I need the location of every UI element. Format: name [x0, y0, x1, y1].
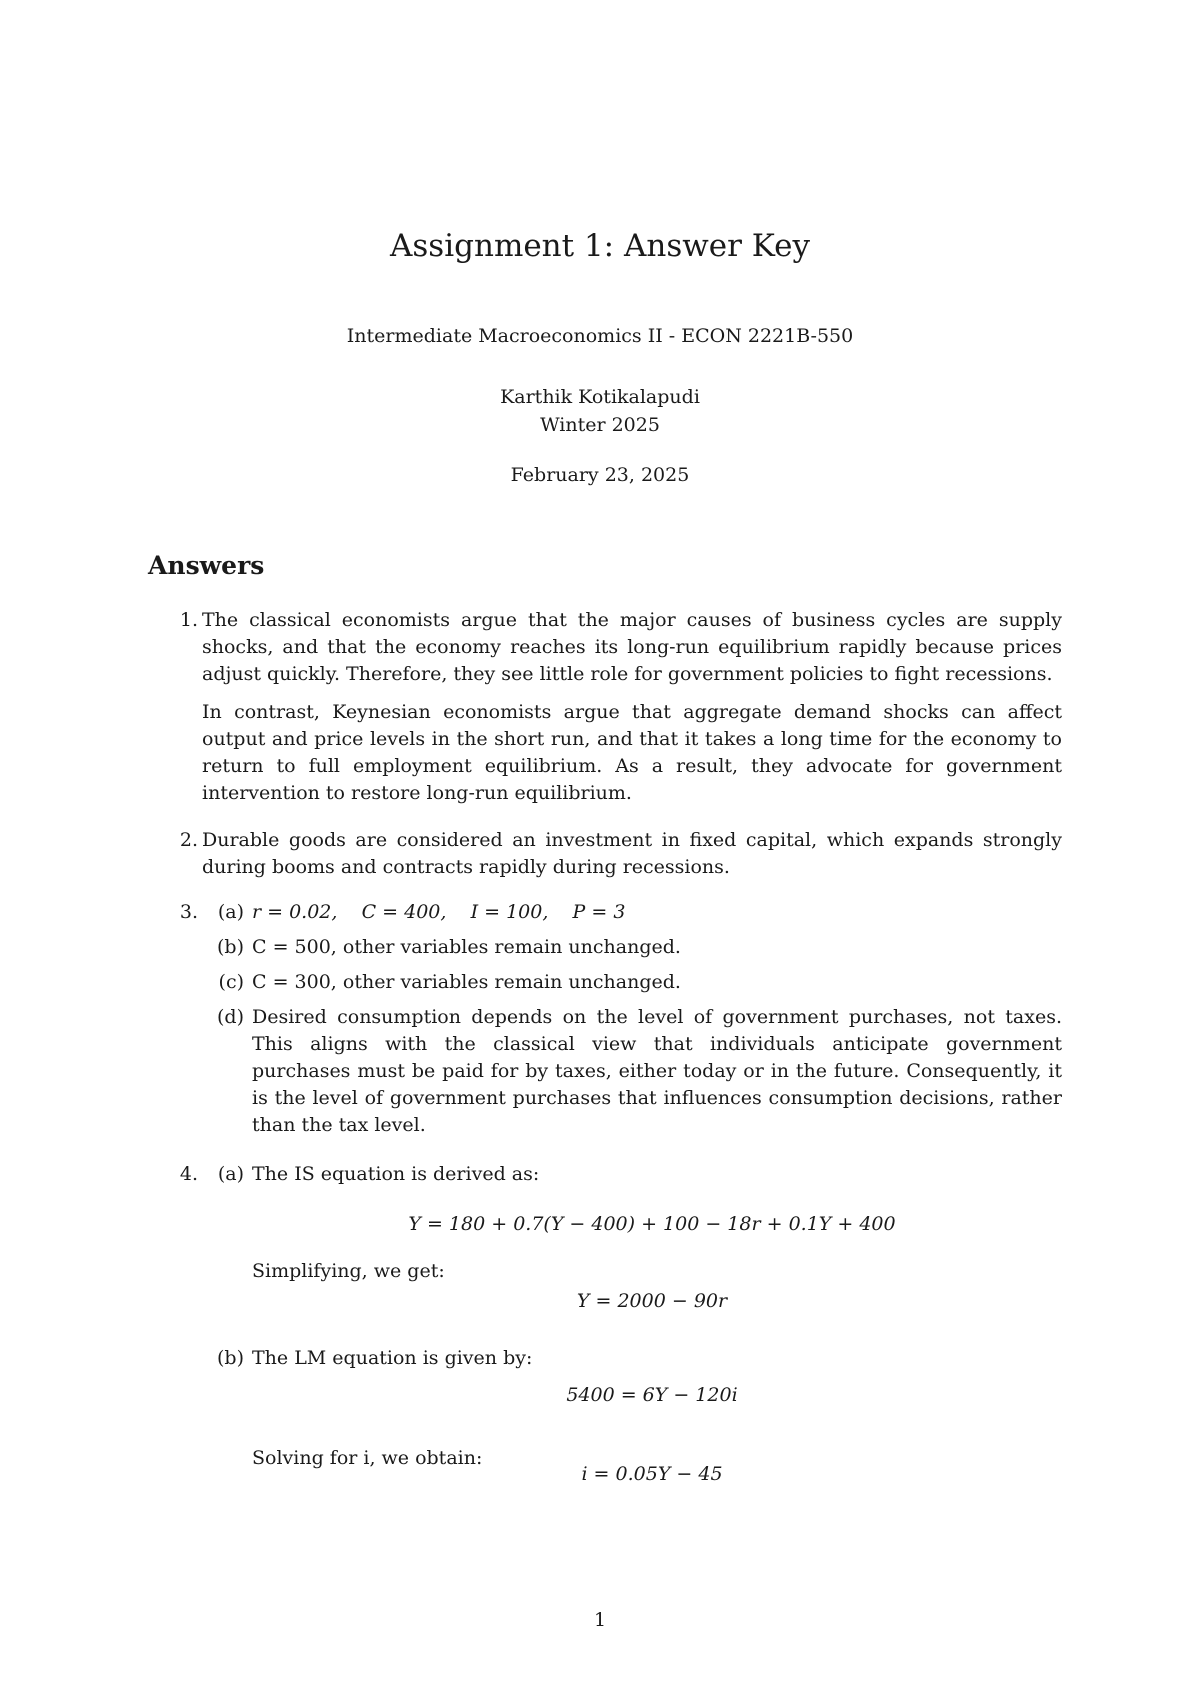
item-body — [202, 607, 1062, 807]
sub-answer-text: Desired consumption depends on the level of government purchases, not taxes. This aligns with the classical view that individuals anticipate government purchases must be paid for by taxes, either today or in the future. Consequently, it is the level of government purchases that influences consumption decisions, rather than the tax level. — [252, 1006, 1062, 1136]
answer-paragraph: The classical economists argue that the major causes of business cycles are supply shocks, and that the economy reaches its long-run equilibrium rapidly because prices adjust quickly. Therefore, they see little role for government policies to fight recessions. — [202, 609, 1062, 685]
item-number: 2. — [179, 829, 198, 851]
answer-paragraph: In contrast, Keynesian economists argue that aggregate demand shocks can affect output and price levels in the short run, and that it takes a long time for the economy to return to full employment equilibrium. As a result, they advocate for government intervention to restore long-run equilibrium. — [202, 701, 1062, 804]
equation-lm: 5400 = 6Y − 120i — [566, 1384, 738, 1406]
item-number: 3. — [179, 901, 198, 923]
document-date: February 23, 2025 — [510, 464, 690, 486]
term: Winter 2025 — [540, 414, 660, 436]
sub-answer-text: Solving for i, we obtain: — [252, 1447, 483, 1469]
equation-is-derivation: Y = 180 + 0.7(Y − 400) + 100 − 18r + 0.1Y + 400 — [408, 1213, 896, 1235]
equation-lm-solved: i = 0.05Y − 45 — [581, 1463, 723, 1485]
sub-label: (a) — [217, 901, 244, 923]
sub-answer-text: The IS equation is derived as: — [252, 1163, 540, 1185]
sub-label: (b) — [217, 1347, 244, 1369]
author-name: Karthik Kotikalapudi — [500, 386, 700, 408]
item-body — [202, 827, 1062, 881]
sub-label: (c) — [218, 971, 244, 993]
document-title: Assignment 1: Answer Key — [390, 228, 810, 264]
sub-label: (b) — [217, 936, 244, 958]
sub-answer-text: C = 300, other variables remain unchanged. — [252, 971, 681, 993]
sub-answer-text: Simplifying, we get: — [252, 1260, 445, 1282]
course-name: Intermediate Macroeconomics II - ECON 2221B-550 — [346, 325, 854, 347]
page-number: 1 — [593, 1609, 607, 1631]
sub-label: (d) — [217, 1006, 244, 1028]
sub-answer-text: r = 0.02, C = 400, I = 100, P = 3 — [252, 901, 626, 923]
equation-is-simplified: Y = 2000 − 90r — [576, 1290, 728, 1312]
item-number: 4. — [179, 1163, 198, 1185]
sub-answer-text: The LM equation is given by: — [252, 1347, 533, 1369]
sub-answer-text: C = 500, other variables remain unchanged. — [252, 936, 681, 958]
answer-paragraph: Durable goods are considered an investment in fixed capital, which expands strongly during booms and contracts rapidly during recessions. — [202, 829, 1062, 878]
sub-label: (a) — [217, 1163, 244, 1185]
section-heading-answers: Answers — [148, 551, 265, 580]
item-number: 1. — [179, 609, 198, 631]
